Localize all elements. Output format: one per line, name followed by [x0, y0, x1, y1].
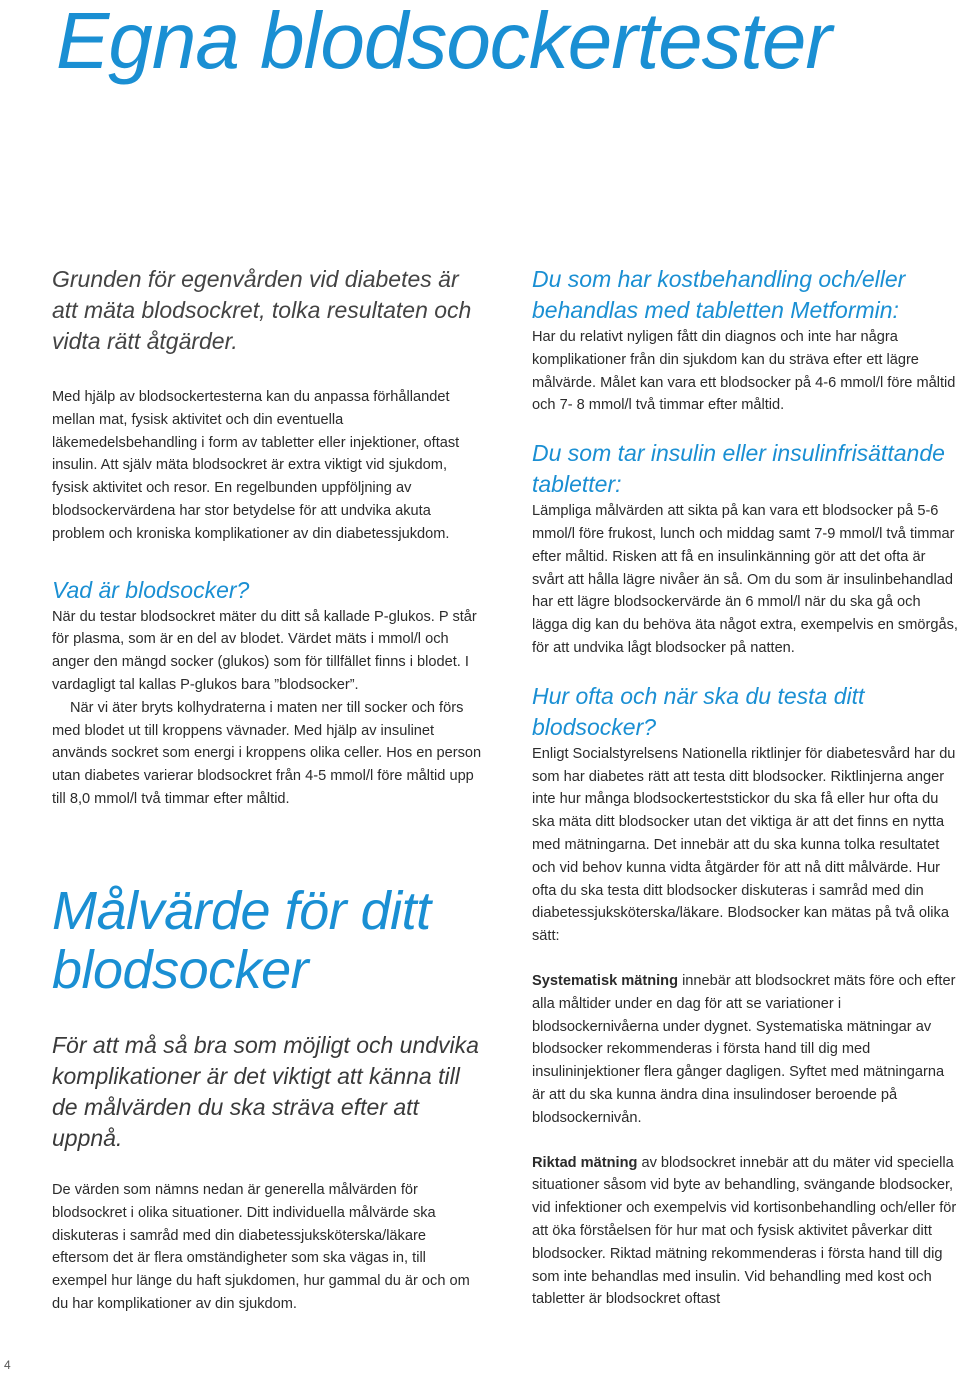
hur-body: Enligt Socialstyrelsens Nationella riktlinjer för diabetesvård har du som har diabetes rätt att testa ditt blodsocker. Riktlinjerna anger inte hur många blodsockerteststickor du ska få eller hur ofta du ska mäta ditt blodsocker utan det viktiga är att det finns en nytta med mätningarna. Det innebär att du ska kunna tolka resultatet och vid behov kunna vidta åtgärder för att nå ditt målvärde. Hur ofta du ska testa ditt blodsocker diskuteras i samråd med din diabetessjuksköterska/läkare. Blodsocker kan mätas på två olika sätt:	[532, 745, 956, 945]
vad-paragraph-2: När vi äter bryts kolhydraterna i maten ner till socker och förs med blodet ut till kroppens vävnader. Med hjälp av insulinet används sockret som energi i kroppens olika celler. Hos en person utan diabetes varierar blodsockret från 4-5 mmol/l före måltid upp till 8,0 mmol/l två timmar efter måltid.	[52, 699, 482, 807]
malvarde-section	[52, 882, 482, 1316]
malvarde-body: De värden som nämns nedan är generella målvärden för blodsockret i olika situationer. Ditt individuella målvärde ska diskuteras i samråd med din diabetessjuksköterska/läkare eftersom det är flera omständigheter som ska vägas in, till exempel hur länge du haft sjukdomen, hur gammal du är och om du har komplikationer av din sjukdom.	[52, 1182, 470, 1312]
page-title: Egna blodsockertester	[56, 0, 832, 85]
left-column	[52, 264, 482, 811]
riktad-body: av blodsockret innebär att du mäter vid speciella situationer såsom vid byte av behandling, svängande blodsocker, vid infektioner och exempelvis vid kortisonbehandling och/eller för att öka förståelsen för hur mat och fysisk aktivitet påverkar ditt blodsocker. Riktad mätning rekommenderas i första hand till dig som inte behandlas med insulin. Vid behandling med kost och tabletter är blodsockret oftast	[532, 1154, 957, 1308]
page-number: 4	[4, 1358, 11, 1372]
kost-body: Har du relativt nyligen fått din diagnos och inte har några komplikationer från din sjukdom kan du sträva efter ett lägre målvärde. Målet kan vara ett blodsocker på 4-6 mmol/l före måltid och 7- 8 mmol/l två timmar efter måltid.	[532, 329, 956, 414]
systematisk-paragraph	[532, 970, 960, 1130]
right-column	[532, 264, 960, 1311]
insulin-heading: Du som tar insulin eller insulinfrisättande tabletter:	[532, 440, 945, 498]
systematisk-body: innebär att blodsockret mäts före och efter alla måltider under en dag för att se variationer i blodsockernivåerna under dygnet. Systematiska mätningar av blodsocker rekommenderas i första hand till dig med insulininjektioner flera gånger dagligen. Syftet med mätningarna är att du ska kunna ändra dina insulindoser beroende på blodsockernivån.	[532, 972, 956, 1126]
malvarde-title: Målvärde för ditt blodsocker	[52, 881, 431, 1000]
hur-heading: Hur ofta och när ska du testa ditt blodsocker?	[532, 682, 865, 740]
malvarde-subtitle: För att må så bra som möjligt och undvika komplikationer är det viktigt att känna till de målvärden du ska sträva efter att uppnå.	[52, 1032, 479, 1151]
intro-body: Med hjälp av blodsockertesterna kan du anpassa förhållandet mellan mat, fysisk aktivitet och din eventuella läkemedelsbehandling i form av tabletter eller injektioner, oftast insulin. Att själv mäta blodsockret är extra viktigt vid sjukdom, fysisk aktivitet och resor. En regelbunden uppföljning av blodsockervärdena har stor betydelse för att undvika akuta problem och kroniska komplikationer av din diabetessjukdom.	[52, 389, 460, 542]
riktad-term: Riktad mätning	[532, 1154, 638, 1171]
vad-paragraph-1: När du testar blodsockret mäter du ditt så kallade P-glukos. P står för plasma, som är en del av blodet. Värdet mäts i mmol/l och anger den mängd socker (glukos) som för tillfället finns i blodet. I vardagligt tal kallas P-glukos bara ”blodsocker”.	[52, 608, 477, 693]
vad-heading: Vad är blodsocker?	[52, 576, 250, 603]
kost-heading: Du som har kostbehandling och/eller behandlas med tabletten Metformin:	[532, 266, 906, 323]
intro-lede: Grunden för egenvården vid diabetes är att mäta blodsockret, tolka resultaten och vidta rätt åtgärder.	[52, 266, 472, 354]
riktad-paragraph	[532, 1152, 960, 1312]
insulin-body: Lämpliga målvärden att sikta på kan vara ett blodsocker på 5-6 mmol/l före frukost, lunch och middag samt 7-9 mmol/l två timmar efter måltid. Risken att få en insulinkänning gör att det ofta är svårt att hålla lägre nivåer än så. Om du som är insulinbehandlad har ett lägre blodsockervärde än 6 mmol/l när du ska gå och lägga dig kan du behöva äta något extra, exempelvis en smörgås, för att undvika lågt blodsocker på natten.	[532, 503, 958, 656]
systematisk-term: Systematisk mätning	[532, 972, 678, 989]
